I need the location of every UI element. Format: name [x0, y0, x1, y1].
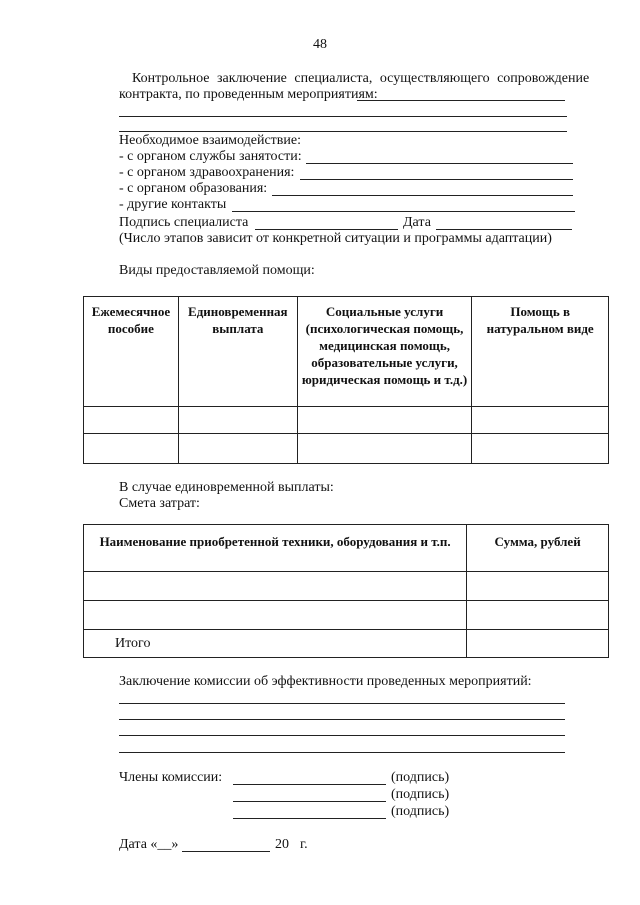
- final-date-year-suffix: г.: [300, 837, 308, 852]
- estimate-total-label: Итого: [84, 630, 467, 658]
- interaction-heading: Необходимое взаимодействие:: [119, 133, 302, 148]
- assistance-table: [83, 296, 609, 464]
- member-signature-field-3[interactable]: [233, 818, 386, 819]
- health-authority-field[interactable]: [300, 179, 573, 180]
- control-conclusion-extra-line-2[interactable]: [119, 131, 567, 132]
- assistance-header-social: Социальные услуги (психологическая помощь, медицинская помощь, образовательные услуги, юридическая помощь и т.д.): [297, 297, 472, 407]
- control-conclusion-line2: контракта, по проведенным мероприятиям:: [119, 87, 378, 102]
- final-date-field[interactable]: [182, 851, 270, 852]
- date-label: Дата: [403, 215, 431, 230]
- final-date-label: Дата «__»: [119, 837, 179, 852]
- estimate-cell[interactable]: [467, 572, 609, 601]
- control-conclusion-field[interactable]: [357, 100, 565, 101]
- assistance-cell[interactable]: [178, 407, 297, 434]
- estimate-table: [83, 524, 609, 658]
- member-signature-note-2: (подпись): [391, 787, 450, 802]
- lump-sum-line: В случае единовременной выплаты:: [119, 480, 334, 495]
- employment-service-field[interactable]: [306, 163, 573, 164]
- employment-service-label: - с органом службы занятости:: [119, 149, 302, 164]
- assistance-cell[interactable]: [84, 434, 179, 464]
- estimate-heading: Смета затрат:: [119, 496, 200, 511]
- date-field[interactable]: [436, 229, 572, 230]
- assistance-cell[interactable]: [297, 407, 472, 434]
- education-authority-label: - с органом образования:: [119, 181, 268, 196]
- stages-note: (Число этапов зависит от конкретной ситуации и программы адаптации): [119, 231, 552, 246]
- assistance-header-in-kind: Помощь в натуральном виде: [472, 297, 609, 407]
- commission-conclusion-line-3[interactable]: [119, 735, 565, 736]
- member-signature-note-1: (подпись): [391, 770, 450, 785]
- assistance-cell[interactable]: [472, 407, 609, 434]
- estimate-header-sum: Сумма, рублей: [467, 525, 609, 572]
- specialist-signature-label: Подпись специалиста: [119, 215, 249, 230]
- education-authority-field[interactable]: [272, 195, 573, 196]
- other-contacts-label: - другие контакты: [119, 197, 227, 212]
- other-contacts-field[interactable]: [232, 211, 575, 212]
- commission-members-label: Члены комиссии:: [119, 770, 223, 785]
- estimate-header-name: Наименование приобретенной техники, оборудования и т.п.: [84, 525, 467, 572]
- assistance-header-monthly: Ежемесячное пособие: [84, 297, 179, 407]
- assistance-cell[interactable]: [84, 407, 179, 434]
- commission-conclusion-line-1[interactable]: [119, 703, 565, 704]
- assistance-cell[interactable]: [178, 434, 297, 464]
- assistance-heading: Виды предоставляемой помощи:: [119, 263, 315, 278]
- control-conclusion-line1: Контрольное заключение специалиста, осуществляющего сопровождение: [132, 71, 590, 86]
- member-signature-note-3: (подпись): [391, 804, 450, 819]
- estimate-cell[interactable]: [467, 601, 609, 630]
- assistance-cell[interactable]: [472, 434, 609, 464]
- control-conclusion-extra-line-1[interactable]: [119, 116, 567, 117]
- assistance-header-lump-sum: Единовременная выплата: [178, 297, 297, 407]
- estimate-cell[interactable]: [84, 601, 467, 630]
- page-number: 48: [313, 37, 327, 52]
- estimate-cell[interactable]: [84, 572, 467, 601]
- final-date-year: 20: [275, 837, 289, 852]
- commission-conclusion-label: Заключение комиссии об эффективности проведенных мероприятий:: [119, 674, 532, 689]
- specialist-signature-field[interactable]: [255, 229, 398, 230]
- health-authority-label: - с органом здравоохранения:: [119, 165, 295, 180]
- commission-conclusion-line-2[interactable]: [119, 719, 565, 720]
- member-signature-field-1[interactable]: [233, 784, 386, 785]
- assistance-cell[interactable]: [297, 434, 472, 464]
- estimate-total-cell[interactable]: [467, 630, 609, 658]
- commission-conclusion-line-4[interactable]: [119, 752, 565, 753]
- member-signature-field-2[interactable]: [233, 801, 386, 802]
